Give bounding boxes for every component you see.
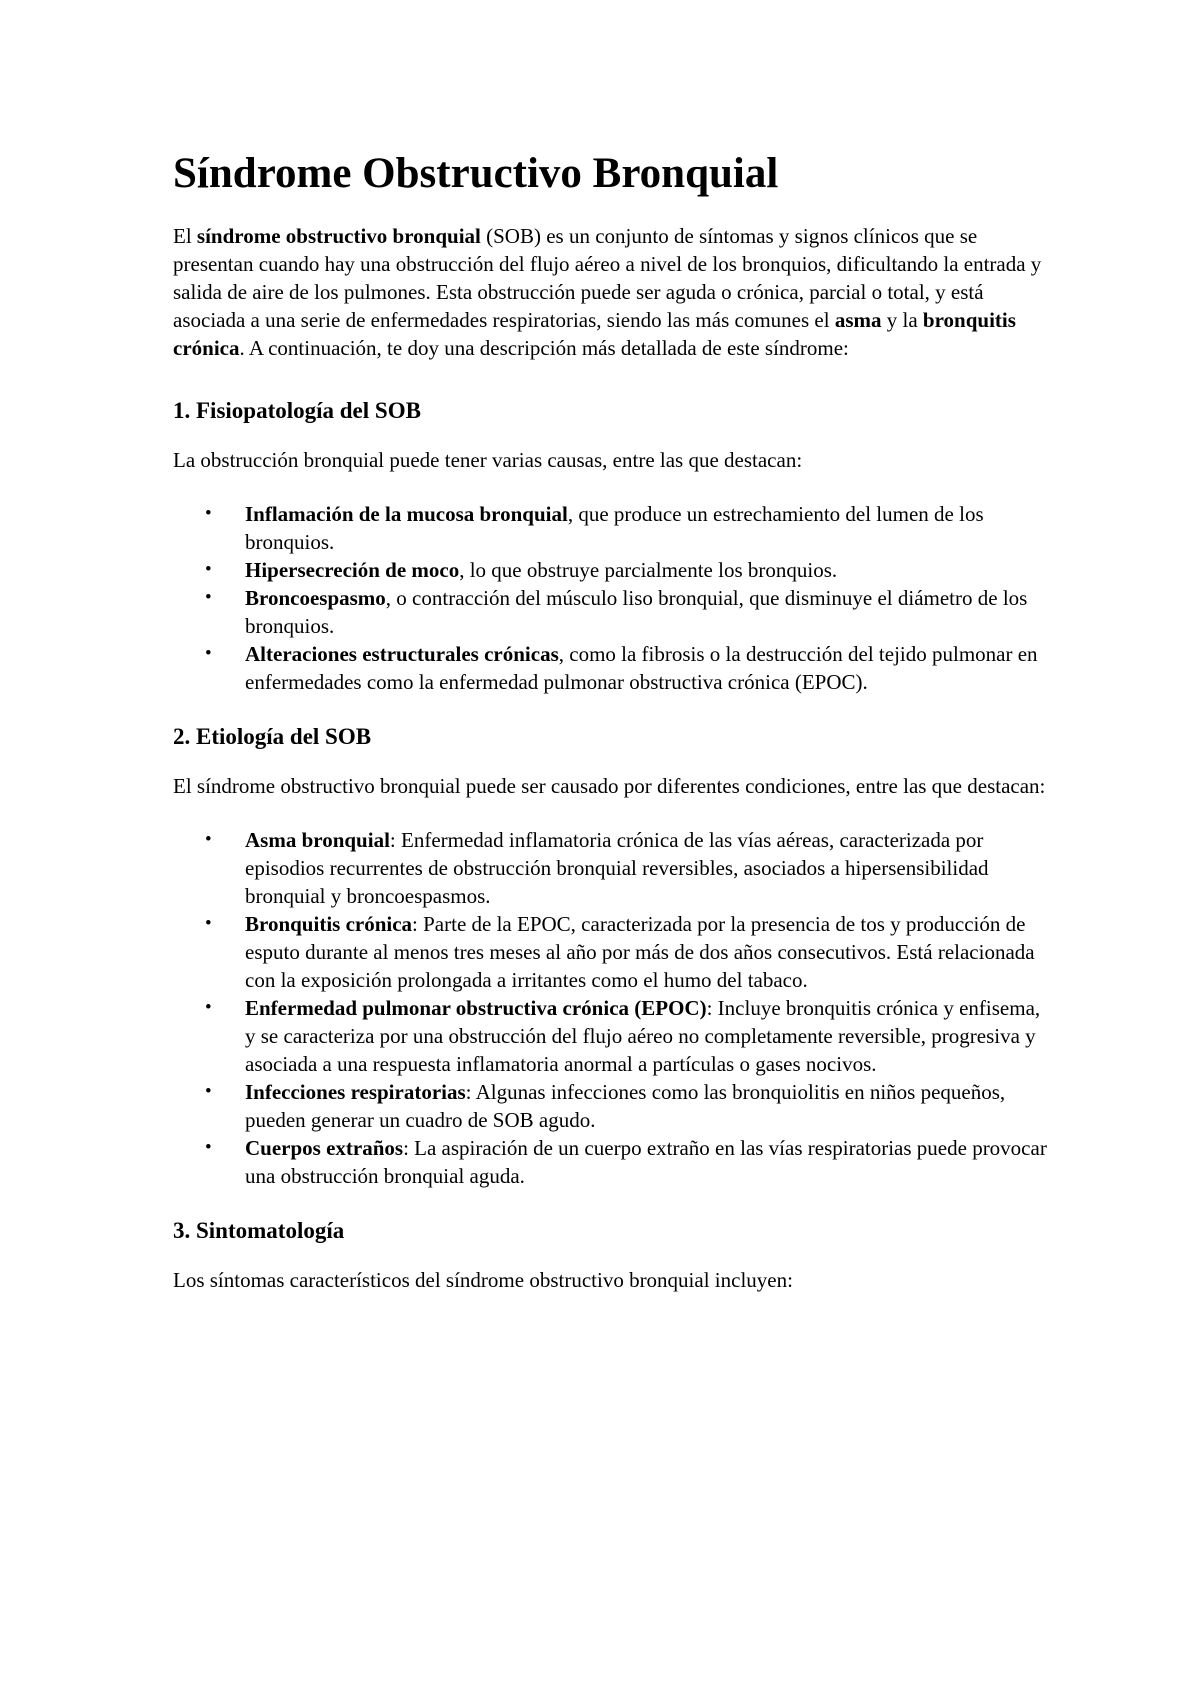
bullet-icon: • xyxy=(205,1137,212,1158)
item-text: : Parte de la EPOC, caracterizada por la presencia de tos y producción de esputo durante al menos tres meses al año por más de dos años consecutivos. Está relacionada con la exposición prolongada a irritantes como el humo del tabaco. xyxy=(245,912,1035,992)
item-text: , o contracción del músculo liso bronquial, que disminuye el diámetro de los bronquios. xyxy=(245,586,1028,638)
list-item xyxy=(205,1134,1053,1190)
intro-text: . A continuación, te doy una descripción más detallada de este síndrome: xyxy=(239,336,849,360)
section-sintomatologia xyxy=(173,1216,1053,1294)
intro-text: y la xyxy=(881,308,923,332)
section-intro: Los síntomas característicos del síndrome obstructivo bronquial incluyen: xyxy=(173,1268,793,1292)
item-term: Hipersecreción de moco xyxy=(245,558,460,582)
item-term: Cuerpos extraños xyxy=(245,1136,404,1160)
item-text: : Algunas infecciones como las bronquiolitis en niños pequeños, pueden generar un cuadro de SOB agudo. xyxy=(245,1080,1006,1132)
section-intro: El síndrome obstructivo bronquial puede ser causado por diferentes condiciones, entre las que destacan: xyxy=(173,774,1046,798)
item-text: , lo que obstruye parcialmente los bronquios. xyxy=(459,558,838,582)
section-heading: 3. Sintomatología xyxy=(173,1218,345,1243)
item-text: : La aspiración de un cuerpo extraño en las vías respiratorias puede provocar una obstrucción bronquial aguda. xyxy=(245,1136,1047,1188)
list-item xyxy=(205,556,1053,584)
bullet-icon: • xyxy=(205,829,212,850)
item-text: , que produce un estrechamiento del lumen de los bronquios. xyxy=(245,502,984,554)
document-title: Síndrome Obstructivo Bronquial xyxy=(173,150,779,197)
section-intro: La obstrucción bronquial puede tener varias causas, entre las que destacan: xyxy=(173,448,803,472)
bullet-list xyxy=(173,826,1053,1190)
bullet-icon: • xyxy=(205,503,212,524)
bullet-icon: • xyxy=(205,913,212,934)
section-etiologia xyxy=(173,722,1053,1190)
list-item xyxy=(205,500,1053,556)
bullet-icon: • xyxy=(205,559,212,580)
intro-bold-term: bronquitis crónica xyxy=(173,308,1016,360)
item-term: Enfermedad pulmonar obstructiva crónica (EPOC) xyxy=(245,996,707,1020)
bullet-icon: • xyxy=(205,587,212,608)
section-heading: 2. Etiología del SOB xyxy=(173,724,372,749)
item-text: : Enfermedad inflamatoria crónica de las vías aéreas, caracterizada por episodios recurrentes de obstrucción bronquial reversibles, asociados a hipersensibilidad bronquial y broncoespasmos. xyxy=(245,828,989,908)
item-text: : Incluye bronquitis crónica y enfisema, y se caracteriza por una obstrucción del flujo aéreo no completamente reversible, progresiva y asociada a una respuesta inflamatoria anormal a partículas o gases nocivos. xyxy=(245,996,1041,1076)
list-item xyxy=(205,826,1053,910)
list-item xyxy=(205,994,1053,1078)
document-page xyxy=(173,130,1053,1294)
intro-bold-term: síndrome obstructivo bronquial xyxy=(196,224,481,248)
bullet-list xyxy=(173,500,1053,696)
item-term: Asma bronquial xyxy=(245,828,390,852)
intro-text: El xyxy=(173,224,197,248)
item-term: Alteraciones estructurales crónicas xyxy=(245,642,559,666)
bullet-icon: • xyxy=(205,643,212,664)
list-item xyxy=(205,584,1053,640)
bullet-icon: • xyxy=(205,1081,212,1102)
intro-text: (SOB) es un conjunto de síntomas y signos clínicos que se presentan cuando hay una obstrucción del flujo aéreo a nivel de los bronquios, dificultando la entrada y salida de aire de los pulmones. Esta obstrucción puede ser aguda o crónica, parcial o total, y está asociada a una serie de enfermedades respiratorias, siendo las más comunes el xyxy=(173,224,1042,332)
item-term: Bronquitis crónica xyxy=(245,912,413,936)
list-item xyxy=(205,1078,1053,1134)
intro-bold-term: asma xyxy=(834,308,882,332)
section-fisiopatologia xyxy=(173,396,1053,696)
list-item xyxy=(205,640,1053,696)
list-item xyxy=(205,910,1053,994)
item-term: Infecciones respiratorias xyxy=(245,1080,466,1104)
intro-paragraph xyxy=(173,222,1053,362)
item-term: Inflamación de la mucosa bronquial xyxy=(245,502,568,526)
section-heading: 1. Fisiopatología del SOB xyxy=(173,398,421,423)
item-term: Broncoespasmo xyxy=(245,586,386,610)
item-text: , como la fibrosis o la destrucción del tejido pulmonar en enfermedades como la enfermedad pulmonar obstructiva crónica (EPOC). xyxy=(245,642,1038,694)
bullet-icon: • xyxy=(205,997,212,1018)
